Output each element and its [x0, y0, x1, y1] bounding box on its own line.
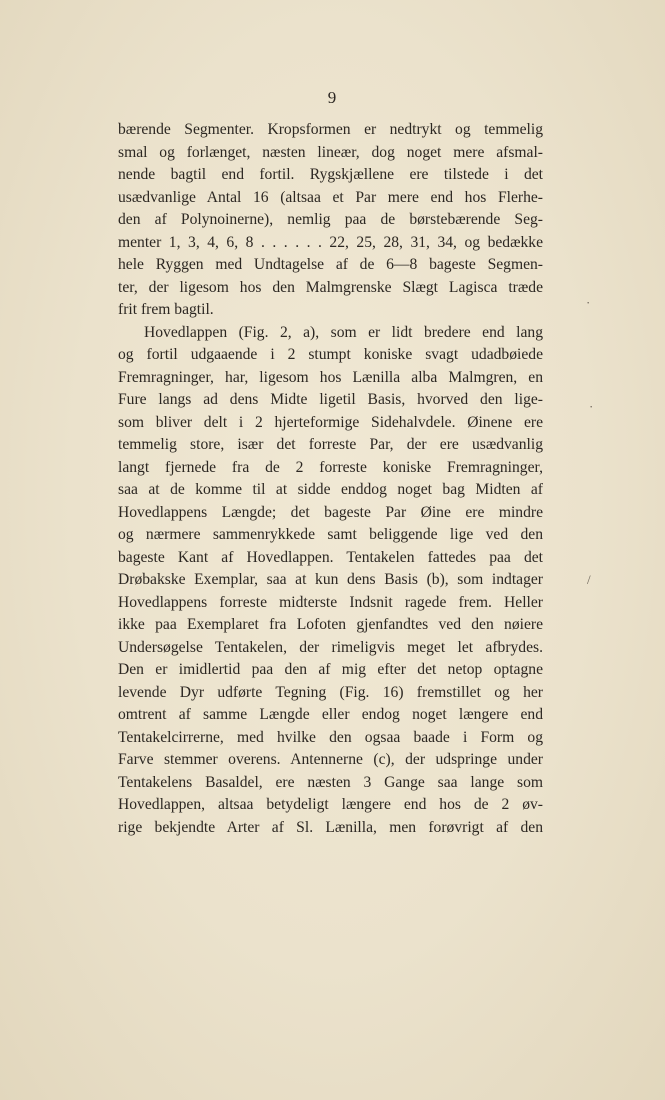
body-text — [118, 119, 543, 839]
text-line: Tentakelens Basaldel, ere næsten 3 Gange saa lange som — [118, 773, 543, 791]
text-line: saa at de komme til at sidde enddog noget bag Midten af — [118, 481, 543, 498]
text-line: Fremragninger, har, ligesom hos Lænilla alba Malmgren, en — [118, 368, 543, 386]
text-line: langt fjernede fra de 2 forreste koniske Fremragninger, — [118, 458, 543, 476]
text-line: Undersøgelse Tentakelen, der rimeligvis meget let afbrydes. — [118, 638, 543, 656]
text-line: Tentakelcirrerne, med hvilke den ogsaa baade i Form og — [118, 728, 543, 746]
text-line: Hovedlappen, altsaa betydeligt længere end hos de 2 øv- — [118, 796, 543, 813]
text-line: Drøbakske Exemplar, saa at kun dens Basis (b), som indtager — [118, 571, 543, 588]
text-line: frit frem bagtil. — [118, 301, 214, 318]
page-number: 9 — [327, 88, 338, 107]
text-line: nende bagtil end fortil. Rygskjællene ere tilstede i det — [118, 166, 543, 183]
margin-mark: / — [587, 572, 591, 587]
text-line: Fure langs ad dens Midte ligetil Basis, hvorved den lige- — [118, 391, 543, 408]
text-line: bageste Kant af Hovedlappen. Tentakelen fattedes paa det — [118, 548, 543, 566]
text-line: smal og forlænget, næsten lineær, dog noget mere afsmal- — [118, 143, 543, 161]
text-line: og fortil udgaaende i 2 stumpt koniske svagt udadbøiede — [118, 346, 543, 363]
text-line: Hovedlappens Længde; det bageste Par Øine ere mindre — [118, 503, 543, 521]
text-line: Farve stemmer overens. Antennerne (c), der udspringe under — [118, 751, 543, 768]
text-line: den af Polynoinerne), nemlig paa de børstebærende Seg- — [118, 211, 543, 228]
text-line: og nærmere sammenrykkede samt beliggende lige ved den — [118, 526, 543, 543]
text-line: usædvanlige Antal 16 (altsaa et Par mere end hos Flerhe- — [118, 188, 543, 206]
text-line: Hovedlappens forreste midterste Indsnit ragede frem. Heller — [118, 593, 543, 611]
text-line: rige bekjendte Arter af Sl. Lænilla, men forøvrigt af den — [118, 818, 543, 836]
margin-mark: · — [586, 295, 591, 310]
text-line: bærende Segmenter. Kropsformen er nedtrykt og temmelig — [118, 121, 543, 138]
text-line: omtrent af samme Længde eller endog noget længere end — [118, 706, 543, 723]
text-line: Hovedlappen (Fig. 2, a), som er lidt bredere end lang — [144, 323, 543, 341]
text-line: levende Dyr udførte Tegning (Fig. 16) fremstillet og her — [118, 683, 543, 701]
text-line: menter 1, 3, 4, 6, 8 . . . . . . 22, 25, 28, 31, 34, og bedække — [118, 233, 543, 251]
text-line: ter, der ligesom hos den Malmgrenske Slægt Lagisca træde — [118, 278, 543, 296]
margin-mark: · — [589, 399, 594, 414]
text-line: ikke paa Exemplaret fra Lofoten gjenfandtes ved den nøiere — [118, 616, 543, 633]
text-line: hele Ryggen med Undtagelse af de 6—8 bageste Segmen- — [118, 256, 543, 273]
text-line: Den er imidlertid paa den af mig efter det netop optagne — [118, 661, 543, 678]
text-line: som bliver delt i 2 hjerteformige Sidehalvdele. Øinene ere — [118, 413, 543, 431]
text-line: temmelig store, især det forreste Par, der ere usædvanlig — [118, 436, 543, 453]
